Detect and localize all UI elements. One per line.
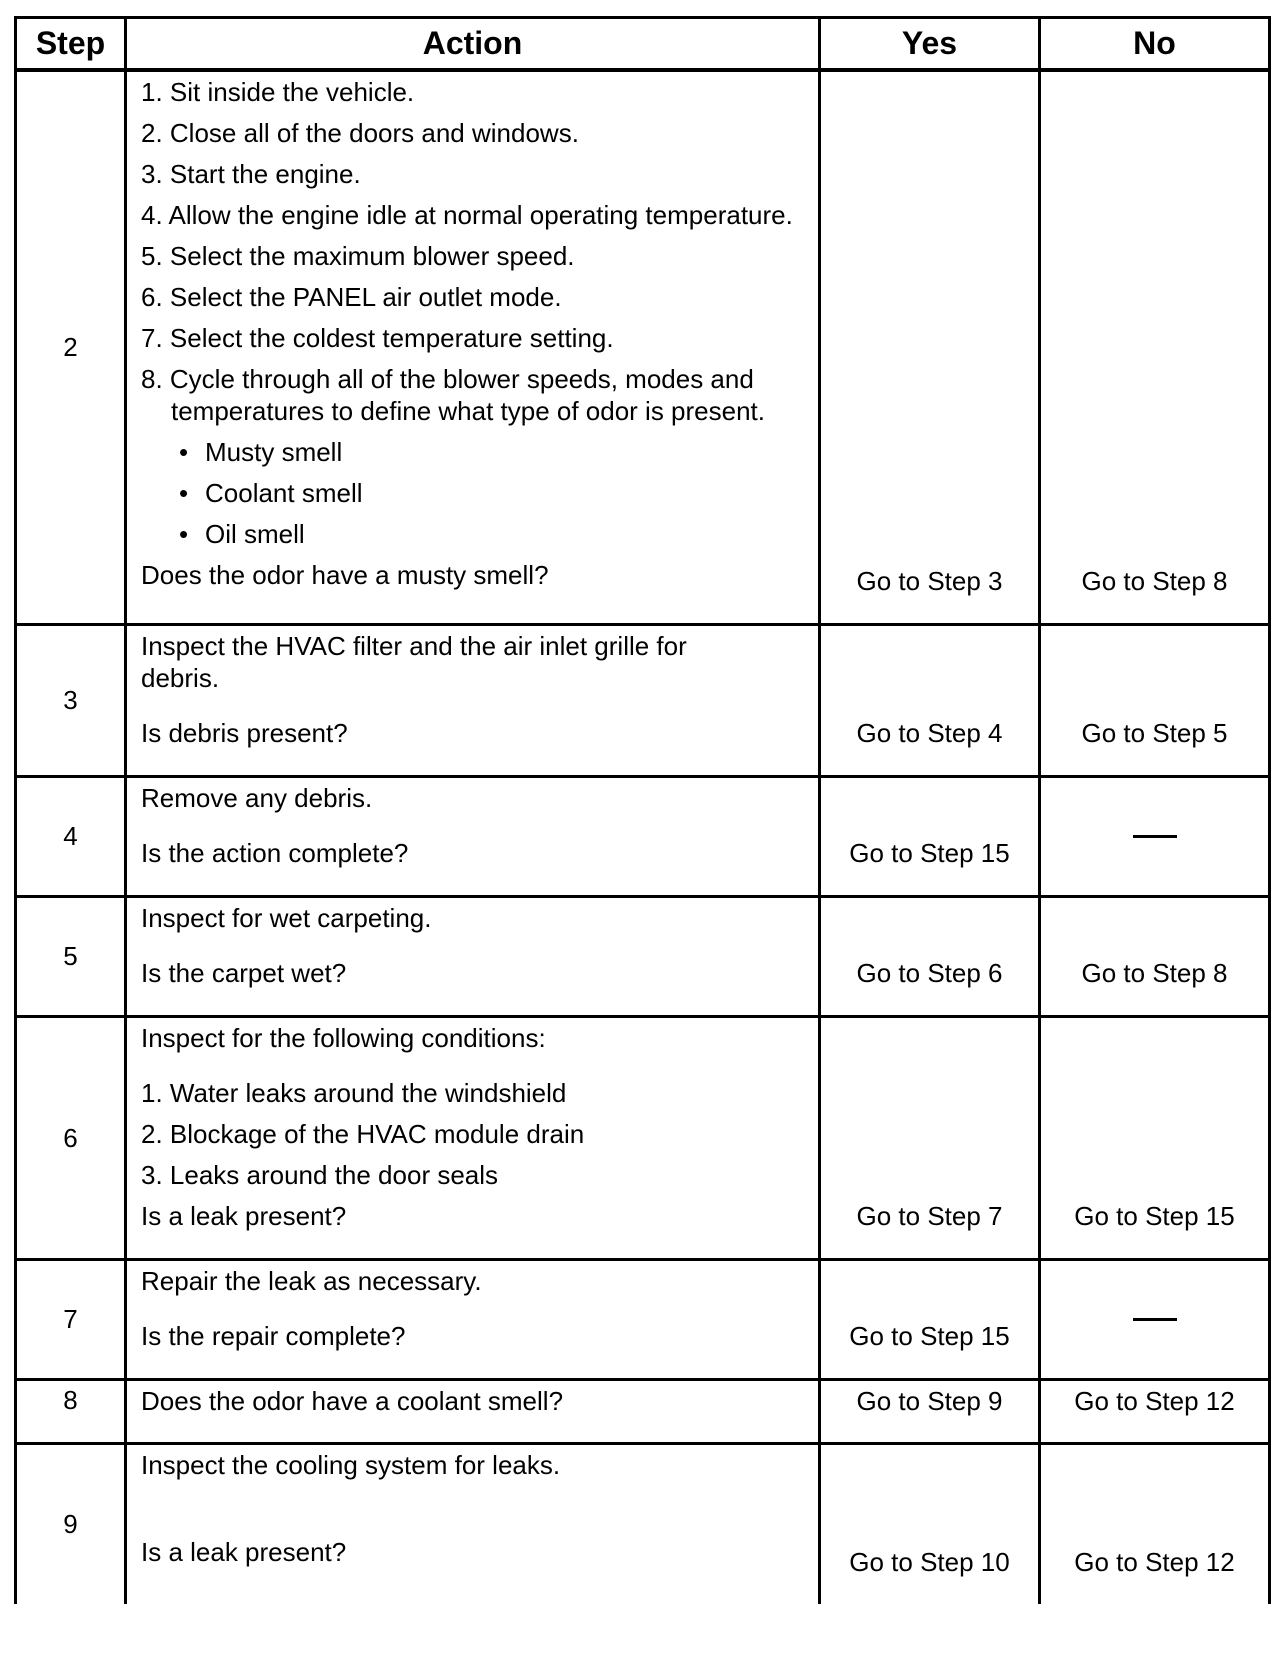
action-line: 7. Select the coldest temperature setting. [141, 322, 614, 353]
action-line: 3. Leaks around the door seals [141, 1160, 499, 1190]
table-row [16, 897, 1270, 1017]
action-intro: Inspect for the following conditions: [141, 1023, 546, 1053]
yes-cell [820, 1017, 1040, 1260]
table-row [16, 625, 1270, 777]
bullet-item: • Musty smell [141, 436, 808, 468]
no-cell [1040, 625, 1270, 777]
no-cell [1040, 777, 1270, 897]
step-number: 3 [16, 625, 126, 777]
yes-link[interactable]: Go to Step 15 [849, 838, 1010, 868]
no-cell [1040, 1380, 1270, 1444]
no-cell [1040, 1017, 1270, 1260]
action-question: Is debris present? [141, 718, 348, 748]
action-line: 5. Select the maximum blower speed. [141, 240, 575, 271]
header-action: Action [126, 18, 820, 70]
no-cell [1040, 1444, 1270, 1604]
header-no: No [1040, 18, 1270, 70]
yes-cell [820, 1380, 1040, 1444]
yes-cell [820, 1444, 1040, 1604]
no-dash [1133, 1318, 1177, 1321]
action-cell [126, 1260, 820, 1380]
action-intro: Repair the leak as necessary. [141, 1266, 482, 1296]
diagnostic-table [14, 16, 1271, 1604]
yes-link[interactable]: Go to Step 10 [849, 1546, 1010, 1577]
action-question: Is the action complete? [141, 838, 409, 868]
table-row [16, 70, 1270, 625]
table-row [16, 1380, 1270, 1444]
action-question: Does the odor have a coolant smell? [141, 1386, 564, 1416]
step-number: 7 [16, 1260, 126, 1380]
table-row [16, 1260, 1270, 1380]
step-number: 4 [16, 777, 126, 897]
bullet-item: • Oil smell [141, 518, 808, 550]
action-line: 1. Sit inside the vehicle. [141, 76, 415, 107]
step-number: 6 [16, 1017, 126, 1260]
action-cell [126, 777, 820, 897]
no-link[interactable]: Go to Step 12 [1074, 1546, 1235, 1577]
step-number: 9 [16, 1444, 126, 1604]
table-row [16, 777, 1270, 897]
yes-cell [820, 897, 1040, 1017]
table-row [16, 1444, 1270, 1604]
bullet-item: • Coolant smell [141, 477, 808, 509]
action-question: Does the odor have a musty smell? [141, 559, 549, 590]
yes-link[interactable]: Go to Step 4 [856, 718, 1003, 748]
no-link[interactable]: Go to Step 8 [1081, 958, 1228, 988]
action-line: 8. Cycle through all of the blower speeds, modes and temperatures to define what type of odor is present. [141, 363, 766, 426]
action-cell [126, 1017, 820, 1260]
no-link[interactable]: Go to Step 8 [1081, 566, 1228, 596]
action-line: 3. Start the engine. [141, 158, 361, 189]
action-line: 1. Water leaks around the windshield [141, 1078, 567, 1108]
yes-link[interactable]: Go to Step 7 [856, 1201, 1003, 1231]
action-question: Is the repair complete? [141, 1321, 406, 1351]
no-cell [1040, 1260, 1270, 1380]
header-step: Step [16, 18, 126, 70]
step-number: 8 [16, 1380, 126, 1444]
action-question: Is the carpet wet? [141, 958, 347, 988]
no-link[interactable]: Go to Step 12 [1074, 1386, 1235, 1416]
action-line: 6. Select the PANEL air outlet mode. [141, 281, 562, 312]
yes-cell [820, 70, 1040, 625]
no-link[interactable]: Go to Step 15 [1074, 1201, 1235, 1231]
action-intro: Inspect the cooling system for leaks. [141, 1450, 561, 1480]
action-cell [126, 1380, 820, 1444]
step-number: 2 [16, 70, 126, 625]
yes-link[interactable]: Go to Step 15 [849, 1321, 1010, 1351]
action-question: Is a leak present? [141, 1201, 347, 1231]
action-cell [126, 625, 820, 777]
yes-cell [820, 1260, 1040, 1380]
action-question: Is a leak present? [141, 1537, 347, 1567]
action-cell [126, 70, 820, 625]
no-cell [1040, 897, 1270, 1017]
action-intro: Remove any debris. [141, 783, 373, 813]
table-header-row [16, 18, 1270, 70]
action-line: 2. Close all of the doors and windows. [141, 117, 579, 148]
action-intro: Inspect for wet carpeting. [141, 903, 432, 933]
action-line: 2. Blockage of the HVAC module drain [141, 1119, 585, 1149]
yes-link[interactable]: Go to Step 9 [856, 1386, 1003, 1416]
no-dash [1133, 835, 1177, 838]
yes-cell [820, 777, 1040, 897]
action-cell [126, 897, 820, 1017]
action-intro: Inspect the HVAC filter and the air inlet grille for debris. [141, 631, 687, 693]
no-link[interactable]: Go to Step 5 [1081, 718, 1228, 748]
action-line: 4. Allow the engine idle at normal operating temperature. [141, 199, 793, 230]
table-row [16, 1017, 1270, 1260]
step-number: 5 [16, 897, 126, 1017]
action-cell [126, 1444, 820, 1604]
header-yes: Yes [820, 18, 1040, 70]
yes-cell [820, 625, 1040, 777]
yes-link[interactable]: Go to Step 6 [856, 958, 1003, 988]
no-cell [1040, 70, 1270, 625]
yes-link[interactable]: Go to Step 3 [856, 566, 1003, 596]
